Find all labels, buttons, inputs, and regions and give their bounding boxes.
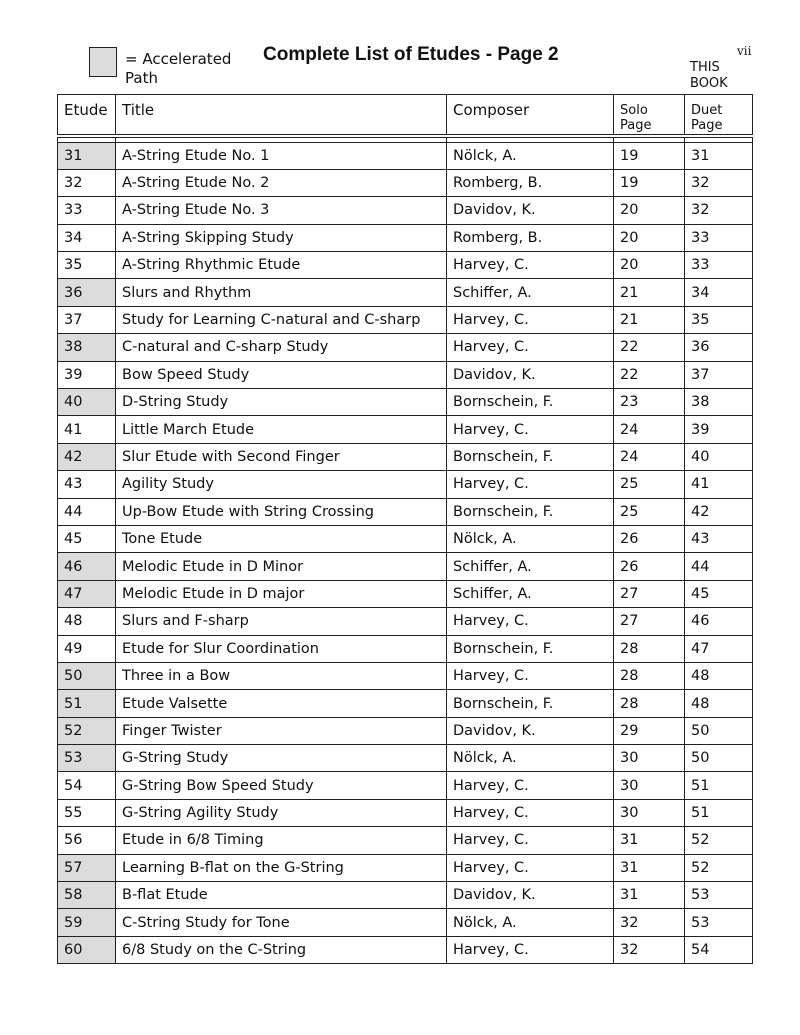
solo-page: 32 [614, 909, 685, 936]
table-row [58, 252, 753, 279]
solo-page: 24 [614, 443, 685, 470]
etude-number: 41 [58, 416, 116, 443]
solo-page: 22 [614, 334, 685, 361]
etude-composer: Schiffer, A. [447, 279, 614, 306]
table-row [58, 498, 753, 525]
etude-composer: Harvey, C. [447, 854, 614, 881]
etude-title: Melodic Etude in D major [116, 580, 447, 607]
etude-composer: Nölck, A. [447, 909, 614, 936]
etude-title: A-String Etude No. 2 [116, 169, 447, 196]
table-row [58, 745, 753, 772]
duet-page: 44 [685, 553, 753, 580]
this-book-label [690, 60, 728, 92]
etude-number: 42 [58, 443, 116, 470]
etude-title: C-String Study for Tone [116, 909, 447, 936]
duet-page: 48 [685, 662, 753, 689]
etude-number: 34 [58, 224, 116, 251]
col-header-solo-page [614, 95, 685, 136]
etude-title: Slurs and F-sharp [116, 608, 447, 635]
etude-number: 56 [58, 827, 116, 854]
etude-title: Tone Etude [116, 525, 447, 552]
page-number: vii [737, 44, 752, 58]
solo-line-1: Solo [620, 103, 648, 118]
etude-composer: Romberg, B. [447, 169, 614, 196]
table-row [58, 142, 753, 169]
table-row [58, 690, 753, 717]
duet-page: 45 [685, 580, 753, 607]
solo-page: 23 [614, 389, 685, 416]
etude-title: C-natural and C-sharp Study [116, 334, 447, 361]
etude-title: Bow Speed Study [116, 361, 447, 388]
table-row [58, 553, 753, 580]
solo-page: 30 [614, 799, 685, 826]
solo-page: 24 [614, 416, 685, 443]
etude-title: G-String Bow Speed Study [116, 772, 447, 799]
etude-title: Finger Twister [116, 717, 447, 744]
col-header-duet-page [685, 95, 753, 136]
duet-page: 52 [685, 827, 753, 854]
etude-title: G-String Agility Study [116, 799, 447, 826]
etude-title: Learning B-flat on the G-String [116, 854, 447, 881]
duet-page: 54 [685, 936, 753, 963]
etude-number: 45 [58, 525, 116, 552]
legend-label [125, 50, 231, 88]
duet-page: 34 [685, 279, 753, 306]
duet-page: 52 [685, 854, 753, 881]
etude-title: Etude for Slur Coordination [116, 635, 447, 662]
etude-number: 32 [58, 169, 116, 196]
etude-composer: Harvey, C. [447, 936, 614, 963]
duet-page: 46 [685, 608, 753, 635]
etude-number: 49 [58, 635, 116, 662]
duet-page: 50 [685, 745, 753, 772]
etude-title: Agility Study [116, 471, 447, 498]
table-row [58, 525, 753, 552]
solo-page: 31 [614, 854, 685, 881]
duet-page: 32 [685, 169, 753, 196]
etude-number: 60 [58, 936, 116, 963]
page-title: Complete List of Etudes - Page 2 [263, 44, 559, 65]
etude-number: 53 [58, 745, 116, 772]
etude-composer: Harvey, C. [447, 772, 614, 799]
duet-line-2: Page [691, 118, 723, 133]
duet-page: 51 [685, 772, 753, 799]
table-row [58, 936, 753, 963]
etude-number: 51 [58, 690, 116, 717]
duet-page: 38 [685, 389, 753, 416]
this-book-line-1: THIS [690, 60, 720, 75]
etude-number: 31 [58, 142, 116, 169]
table-row [58, 580, 753, 607]
duet-page: 31 [685, 142, 753, 169]
solo-page: 31 [614, 827, 685, 854]
legend-line-1: = Accelerated [125, 50, 232, 68]
etude-composer: Bornschein, F. [447, 443, 614, 470]
table-row [58, 279, 753, 306]
etude-composer: Nölck, A. [447, 525, 614, 552]
accelerated-path-swatch [89, 47, 117, 77]
table-row [58, 471, 753, 498]
etude-title: Melodic Etude in D Minor [116, 553, 447, 580]
etude-title: 6/8 Study on the C-String [116, 936, 447, 963]
solo-page: 21 [614, 306, 685, 333]
solo-page: 30 [614, 772, 685, 799]
table-row [58, 662, 753, 689]
etude-composer: Harvey, C. [447, 662, 614, 689]
etude-title: Etude in 6/8 Timing [116, 827, 447, 854]
solo-page: 28 [614, 635, 685, 662]
etude-composer: Bornschein, F. [447, 498, 614, 525]
etude-title: D-String Study [116, 389, 447, 416]
etude-composer: Harvey, C. [447, 306, 614, 333]
solo-page: 27 [614, 608, 685, 635]
etude-number: 46 [58, 553, 116, 580]
etude-composer: Bornschein, F. [447, 389, 614, 416]
duet-page: 37 [685, 361, 753, 388]
etude-number: 44 [58, 498, 116, 525]
solo-line-2: Page [620, 118, 652, 133]
solo-page: 22 [614, 361, 685, 388]
etude-composer: Davidov, K. [447, 882, 614, 909]
duet-page: 51 [685, 799, 753, 826]
etude-rows [58, 142, 753, 964]
etude-number: 40 [58, 389, 116, 416]
etude-title: Slurs and Rhythm [116, 279, 447, 306]
etude-number: 50 [58, 662, 116, 689]
etude-number: 38 [58, 334, 116, 361]
etude-composer: Schiffer, A. [447, 553, 614, 580]
table-row [58, 772, 753, 799]
duet-page: 50 [685, 717, 753, 744]
duet-page: 53 [685, 909, 753, 936]
this-book-line-2: BOOK [690, 76, 728, 91]
solo-page: 19 [614, 142, 685, 169]
table-row [58, 197, 753, 224]
solo-page: 26 [614, 553, 685, 580]
etude-number: 54 [58, 772, 116, 799]
etude-composer: Harvey, C. [447, 416, 614, 443]
duet-page: 33 [685, 252, 753, 279]
etude-title: G-String Study [116, 745, 447, 772]
etude-number: 37 [58, 306, 116, 333]
duet-page: 43 [685, 525, 753, 552]
solo-page: 32 [614, 936, 685, 963]
etude-composer: Davidov, K. [447, 717, 614, 744]
duet-page: 48 [685, 690, 753, 717]
solo-page: 20 [614, 252, 685, 279]
solo-page: 26 [614, 525, 685, 552]
table-row [58, 717, 753, 744]
etudes-table [57, 94, 753, 964]
duet-page: 33 [685, 224, 753, 251]
solo-page: 28 [614, 690, 685, 717]
table-row [58, 827, 753, 854]
table-row [58, 361, 753, 388]
table-row [58, 799, 753, 826]
etude-composer: Nölck, A. [447, 142, 614, 169]
etude-number: 36 [58, 279, 116, 306]
etude-composer: Davidov, K. [447, 197, 614, 224]
header-row [58, 95, 753, 136]
solo-page: 25 [614, 498, 685, 525]
table-row [58, 909, 753, 936]
etude-composer: Harvey, C. [447, 827, 614, 854]
table-row [58, 854, 753, 881]
solo-page: 29 [614, 717, 685, 744]
etude-composer: Harvey, C. [447, 334, 614, 361]
etude-title: Slur Etude with Second Finger [116, 443, 447, 470]
table-row [58, 334, 753, 361]
etude-title: B-flat Etude [116, 882, 447, 909]
duet-page: 32 [685, 197, 753, 224]
etude-number: 52 [58, 717, 116, 744]
etude-number: 55 [58, 799, 116, 826]
solo-page: 28 [614, 662, 685, 689]
etude-composer: Schiffer, A. [447, 580, 614, 607]
etude-number: 48 [58, 608, 116, 635]
etude-composer: Bornschein, F. [447, 690, 614, 717]
etude-number: 43 [58, 471, 116, 498]
duet-page: 35 [685, 306, 753, 333]
col-header-title: Title [116, 95, 447, 136]
table-row [58, 608, 753, 635]
table-row [58, 635, 753, 662]
duet-page: 42 [685, 498, 753, 525]
duet-page: 47 [685, 635, 753, 662]
etude-composer: Harvey, C. [447, 608, 614, 635]
etude-title: A-String Rhythmic Etude [116, 252, 447, 279]
etude-composer: Romberg, B. [447, 224, 614, 251]
etude-composer: Nölck, A. [447, 745, 614, 772]
etude-composer: Harvey, C. [447, 471, 614, 498]
duet-line-1: Duet [691, 103, 723, 118]
duet-page: 36 [685, 334, 753, 361]
etude-number: 39 [58, 361, 116, 388]
table-row [58, 389, 753, 416]
table-row [58, 416, 753, 443]
etude-number: 47 [58, 580, 116, 607]
solo-page: 31 [614, 882, 685, 909]
col-header-etude: Etude [58, 95, 116, 136]
solo-page: 19 [614, 169, 685, 196]
etude-number: 59 [58, 909, 116, 936]
solo-page: 25 [614, 471, 685, 498]
etude-title: A-String Etude No. 3 [116, 197, 447, 224]
col-header-composer: Composer [447, 95, 614, 136]
etude-composer: Harvey, C. [447, 252, 614, 279]
etude-number: 33 [58, 197, 116, 224]
etude-composer: Bornschein, F. [447, 635, 614, 662]
table-row [58, 224, 753, 251]
etude-title: Etude Valsette [116, 690, 447, 717]
legend-line-2: Path [125, 69, 158, 87]
etude-number: 58 [58, 882, 116, 909]
etude-composer: Davidov, K. [447, 361, 614, 388]
etude-number: 35 [58, 252, 116, 279]
solo-page: 30 [614, 745, 685, 772]
table-row [58, 306, 753, 333]
etude-title: Three in a Bow [116, 662, 447, 689]
solo-page: 27 [614, 580, 685, 607]
etude-title: Up-Bow Etude with String Crossing [116, 498, 447, 525]
solo-page: 21 [614, 279, 685, 306]
etude-title: Study for Learning C-natural and C-sharp [116, 306, 447, 333]
solo-page: 20 [614, 197, 685, 224]
duet-page: 53 [685, 882, 753, 909]
etude-title: A-String Skipping Study [116, 224, 447, 251]
etude-title: A-String Etude No. 1 [116, 142, 447, 169]
table-row [58, 882, 753, 909]
etude-number: 57 [58, 854, 116, 881]
table-row [58, 443, 753, 470]
etude-composer: Harvey, C. [447, 799, 614, 826]
table-row [58, 169, 753, 196]
duet-page: 41 [685, 471, 753, 498]
duet-page: 39 [685, 416, 753, 443]
solo-page: 20 [614, 224, 685, 251]
duet-page: 40 [685, 443, 753, 470]
etude-title: Little March Etude [116, 416, 447, 443]
